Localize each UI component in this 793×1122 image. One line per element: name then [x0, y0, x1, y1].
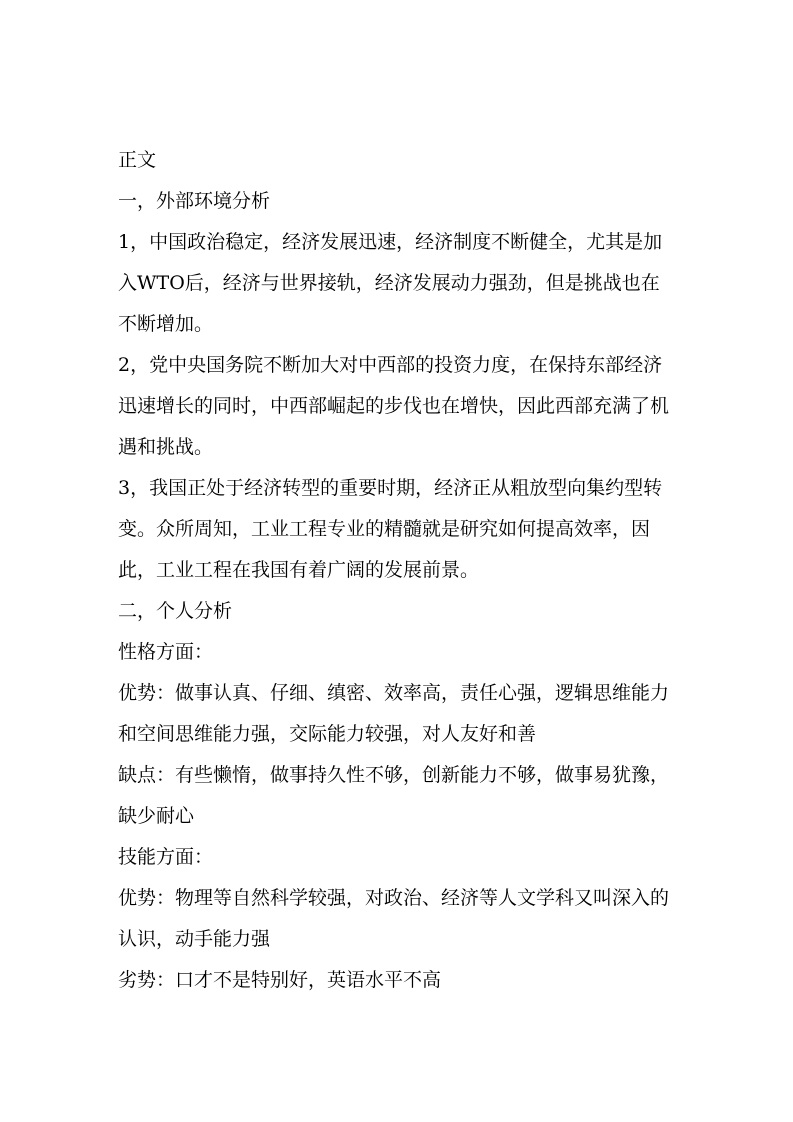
- document-heading: 正文: [118, 149, 157, 171]
- external-analysis-item-3: 3，我国正处于经济转型的重要时期，经济正从粗放型向集约型转变。众所周知，工业工程专业的精髓就是研究如何提高效率，因此，工业工程在我国有着广阔的发展前景。: [118, 477, 663, 581]
- personality-strengths: 优势：做事认真、仔细、缜密、效率高，责任心强，逻辑思维能力和空间思维能力强，交际能力较强，对人友好和善: [118, 682, 670, 745]
- personality-weaknesses: 缺点：有些懒惰，做事持久性不够，创新能力不够，做事易犹豫，缺少耐心: [118, 764, 670, 827]
- section-title-external-analysis: 一，外部环境分析: [118, 190, 271, 212]
- section-title-personal-analysis: 二，个人分析: [118, 600, 233, 622]
- external-analysis-item-1: 1，中国政治稳定，经济发展迅速，经济制度不断健全，尤其是加入WTO后，经济与世界接轨，经济发展动力强劲，但是挑战也在不断增加。: [118, 231, 663, 335]
- subheading-personality: 性格方面：: [118, 641, 214, 663]
- external-analysis-item-2: 2，党中央国务院不断加大对中西部的投资力度，在保持东部经济迅速增长的同时，中西部崛起的步伐也在增快，因此西部充满了机遇和挑战。: [118, 354, 670, 458]
- skills-weaknesses: 劣势：口才不是特别好，英语水平不高: [118, 969, 442, 991]
- skills-strengths: 优势：物理等自然科学较强，对政治、经济等人文学科又叫深入的认识，动手能力强: [118, 887, 670, 950]
- document-body: [118, 140, 678, 1001]
- subheading-skills: 技能方面：: [118, 846, 214, 868]
